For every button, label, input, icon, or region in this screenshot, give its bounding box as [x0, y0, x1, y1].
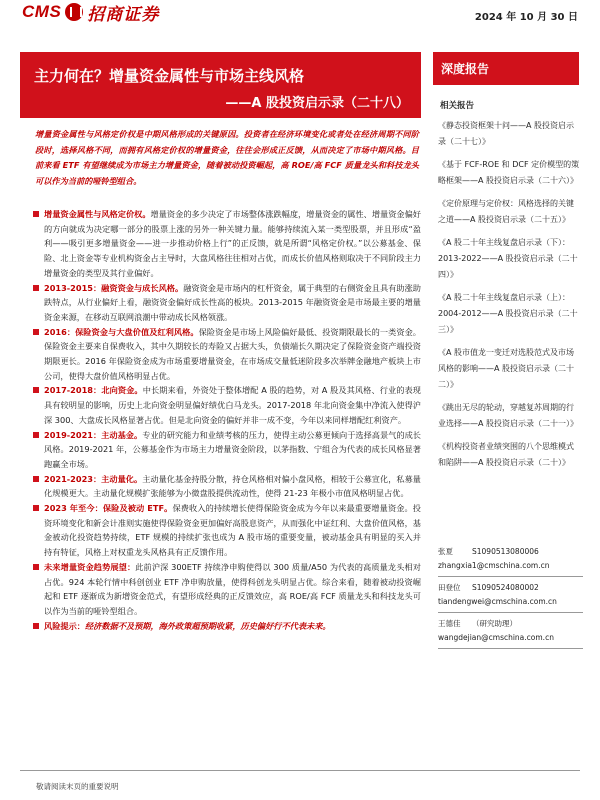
bullet-icon	[33, 211, 39, 217]
report-subtitle: ——A 股投资启示录（二十八）	[225, 96, 409, 111]
paragraph: 未来增量资金趋势展望：此前沪深 300ETF 持续净申购使得以 300 质量/A50 为代表的高质量龙头相对占优。924 本轮行情中科创创业 ETF 净申购放量，使得科创龙头明显占优。综合来看，随着被动投资崛起和 ETF 逐渐成为新增资金范式，有望形成经典的正反馈效应，高 ROE/高 FCF 质量龙头和科技龙头可以作为当前的哑铃型组合。	[33, 560, 421, 619]
bullet-icon	[33, 285, 39, 291]
related-reports-list	[438, 118, 580, 478]
risk-paragraph: 风险提示：经济数据不及预期，海外政策超预期收紧，历史偏好行不代表未来。	[33, 619, 421, 634]
paragraph: 2016：保险资金与大盘价值及红利风格。保险资金是市场上风险偏好最低、投资期限最长的一类资金。保险资金主要来自保费收入，其中久期较长的寿险又占据大头，负债端长久期决定了保险资金资产端投资期限更长。2016 年保险资金成为市场重要增量资金，在市场成交量低迷阶段多次举牌金融地产板块上市公司，使得大盘价值风格明显占优。	[33, 325, 421, 384]
related-reports-title: 相关报告	[440, 101, 475, 111]
related-report-link[interactable]: 《静态投资框架十问——A 股投资启示录（二十七）》	[438, 121, 575, 146]
paragraph: 增量资金属性与风格定价权。增量资金的多少决定了市场整体涨跌幅度，增量资金的属性、增量资金偏好的方向就成为决定哪一部分的股票上涨的另外一种关键力量。能够持续流入某一类型股票，并且形成“盈利——吸引更多增量资金——进一步推动价格上行”的正反馈，就是所谓“风格定价权。”以公募基金、保险、北上资金等专业机构资金占主导时，大盘风格往往相对占优，而成长价值风格则取决于不同阶段主力增量资金的类型及其行业偏好。	[33, 207, 421, 281]
bullet-icon	[33, 564, 39, 570]
bullet-icon	[33, 432, 39, 438]
related-report-link[interactable]: 《跳出无尽的轮动，穿越复苏周期的行业选择——A 股投资启示录（二十一）》	[438, 403, 579, 428]
analyst-email[interactable]: zhangxia1@cmschina.com.cn	[438, 558, 583, 577]
report-type-label: 深度报告	[433, 52, 579, 85]
analyst-row: 张夏 S1090513080006	[438, 547, 539, 556]
related-report-link[interactable]: 《A 股二十年主线复盘启示录（上）：2004-2012——A 股投资启示录（二十三）》	[438, 293, 578, 334]
company-logo	[22, 0, 159, 24]
related-report-link[interactable]: 《A 股市值龙一变迁对选股范式及市场风格的影响——A 股投资启示录（二十二）》	[438, 348, 575, 389]
analyst-email[interactable]: wangdejian@cmschina.com.cn	[438, 630, 583, 649]
body-content	[33, 207, 421, 633]
bullet-icon	[33, 329, 39, 335]
footer-divider	[20, 770, 580, 771]
paragraph: 2019-2021：主动基金。专业的研究能力和业绩考核的压力，使得主动公募更倾向于选择高景气的成长风格。2019-2021 年，公募基金作为市场主力增量资金阶段，以茅指数、宁组合为代表的成长风格显著跑赢全市场。	[33, 428, 421, 472]
paragraph: 2017-2018：北向资金。中长期来看，外资处于整体增配 A 股的趋势，对 A 股及其风格、行业的表现具有较明显的影响，历史上北向资金明显偏好绩优白马龙头。2017-2018 年北向资金集中净流入使得沪深 300、大盘成长风格显著占优。但是北向资金的偏好并非一成不变，今年以来同样增配红利资产。	[33, 383, 421, 427]
report-title: 主力何在？增量资金属性与市场主线风格	[34, 67, 305, 85]
analyst-contacts	[438, 545, 583, 653]
logo-mark-icon	[65, 3, 83, 21]
footer-note: 敬请阅读末页的重要说明	[36, 782, 119, 791]
paragraph: 2013-2015：融资资金与成长风格。融资资金是市场内的杠杆资金，属于典型的右侧资金且具有助涨助跌特点，从行业偏好上看，融资资金偏好成长性高的板块。2013-2015 年融资资金是市场最主要的增量资金来源，在移动互联网浪潮中带动成长风格领涨。	[33, 281, 421, 325]
related-report-link[interactable]: 《A 股二十年主线复盘启示录（下）：2013-2022——A 股投资启示录（二十四）》	[438, 238, 578, 279]
title-band	[20, 52, 421, 118]
bullet-icon	[33, 387, 39, 393]
logo-cms-text: CMS	[22, 2, 62, 21]
related-report-link[interactable]: 《定价原理与定价权：风格选择的关键之道——A 股投资启示录（二十五）》	[438, 199, 574, 224]
paragraph: 2023 年至今：保险及被动 ETF。保费收入的持续增长使得保险资金成为今年以来最重要增量资金。投资环境变化和新会计准则实施使得保险资金更加偏好高股息资产，从而强化中证红利、大盘价值风格，基金被动化投资趋势持续，ETF 规模的持续扩张也成为 A 股市场的重要变量，被动基金具有明显的买入并持有特征，风格上对权重龙头风格具有正反馈作用。	[33, 501, 421, 560]
related-report-link[interactable]: 《机构投资者业绩突围的八个思维模式和陷阱——A 股投资启示录（二十）》	[438, 442, 574, 467]
bullet-icon	[33, 476, 39, 482]
analyst-email[interactable]: tiandengwei@cmschina.com.cn	[438, 594, 583, 613]
bullet-icon	[33, 505, 39, 511]
analyst-row: 王德佳 （研究助理）	[438, 619, 517, 628]
analyst-row: 田登位 S1090524080002	[438, 583, 539, 592]
related-report-link[interactable]: 《基于 FCF-ROE 和 DCF 定价模型的策略框架——A 股投资启示录（二十六）》	[438, 160, 580, 185]
report-date: 2024 年 10 月 30 日	[474, 12, 578, 23]
summary-text: 增量资金属性与风格定价权是中期风格形成的关键原因。投资者在经济环境变化或者处在经济周期不同阶段时，选择风格不同，而拥有风格定价权的增量资金，往往会形成正反馈，从而决定了市场中期风格。目前来看 ETF 有望继续成为市场主力增量资金，随着被动投资崛起，高 ROE/高 FCF 质量龙头和科技龙头可以作为当前的哑铃型组合。	[35, 129, 419, 186]
paragraph: 2021-2023：主动量化。主动量化基金持股分散，持仓风格相对偏小盘风格，相较于公募宣化，私募量化规模更大。主动量化规模扩张能够为小微盘股提供流动性，使得 21-23 年极小市值风格明显占优。	[33, 472, 421, 501]
bullet-icon	[33, 623, 39, 629]
logo-cn-text: 招商证券	[87, 4, 160, 25]
